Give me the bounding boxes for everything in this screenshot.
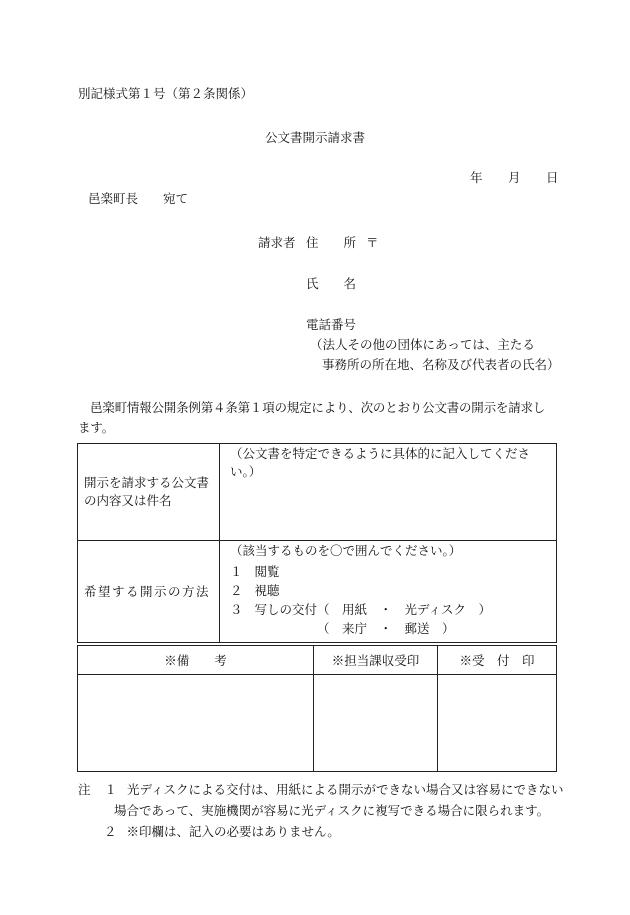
date-month: 月 [508, 170, 521, 185]
method-num: ２ [230, 583, 243, 598]
method-text: 写しの交付（ 用紙 ・ 光ディスク ） [254, 602, 492, 617]
address-label: 住 所 [306, 235, 357, 250]
lead-paragraph: 邑楽町情報公開条例第４条第１項の規定により、次のとおり公文書の開示を請求します。 [78, 400, 546, 435]
receipt-stamp-header: ※担当課収受印 [314, 646, 438, 675]
reception-stamp-cell [438, 675, 557, 772]
reception-stamp-header: ※受 付 印 [438, 646, 557, 675]
method-item-listen[interactable] [220, 581, 556, 600]
method-label: 希望する開示の方法 [78, 541, 220, 643]
method-item-copy[interactable] [220, 600, 556, 619]
note-1-num: １ [104, 782, 118, 797]
remarks-header: ※備 考 [78, 646, 314, 675]
postal-mark: 〒 [366, 235, 379, 250]
request-table [77, 443, 557, 643]
note-2 [78, 821, 564, 842]
note-1-line1 [78, 779, 564, 800]
document-title: 公文書開示請求書 [264, 130, 365, 145]
phone-label: 電話番号 [306, 317, 357, 332]
method-item-view[interactable] [220, 562, 556, 581]
content-cell[interactable] [220, 444, 557, 541]
date-day: 日 [546, 170, 559, 185]
address-row [306, 233, 379, 251]
requester-label: 請求者 [258, 235, 296, 250]
requester-note-line1: （法人その他の団体にあっては、主たる [310, 337, 535, 352]
method-num: １ [230, 564, 243, 579]
delivery-options[interactable]: （ 来庁 ・ 郵送 ） [317, 621, 455, 636]
method-cell[interactable] [220, 541, 557, 643]
content-hint: （公文書を特定できるように具体的に記入してください。） [230, 446, 531, 479]
date-year: 年 [470, 170, 483, 185]
method-text: 視聴 [254, 583, 280, 598]
receipt-stamp-cell [314, 675, 438, 772]
content-label: 開示を請求する公文書の内容又は件名 [78, 444, 220, 541]
method-num: ３ [230, 602, 243, 617]
note-2-num: ２ [104, 824, 117, 839]
office-use-table [77, 645, 557, 772]
remarks-cell [78, 675, 314, 772]
form-reference: 別記様式第１号（第２条関係） [78, 86, 254, 101]
name-label: 氏 名 [306, 276, 357, 291]
notes [78, 779, 564, 842]
note-prefix: 注 [78, 782, 91, 797]
note-1-text: 光ディスクによる交付は、用紙による開示ができない場合又は容易にできない [127, 782, 564, 797]
requester-note-line2: 事務所の所在地、名称及び代表者の氏名） [322, 357, 560, 372]
note-2-text: ※印欄は、記入の必要はありません。 [126, 824, 340, 839]
addressee: 邑楽町長 宛て [88, 191, 189, 206]
note-1-line2: 場合であって、実施機関が容易に光ディスクに複写できる場合に限られます。 [114, 803, 550, 818]
date-line [470, 168, 559, 186]
method-text: 閲覧 [254, 564, 280, 579]
method-hint: （該当するものを〇で囲んでください。） [230, 543, 462, 558]
